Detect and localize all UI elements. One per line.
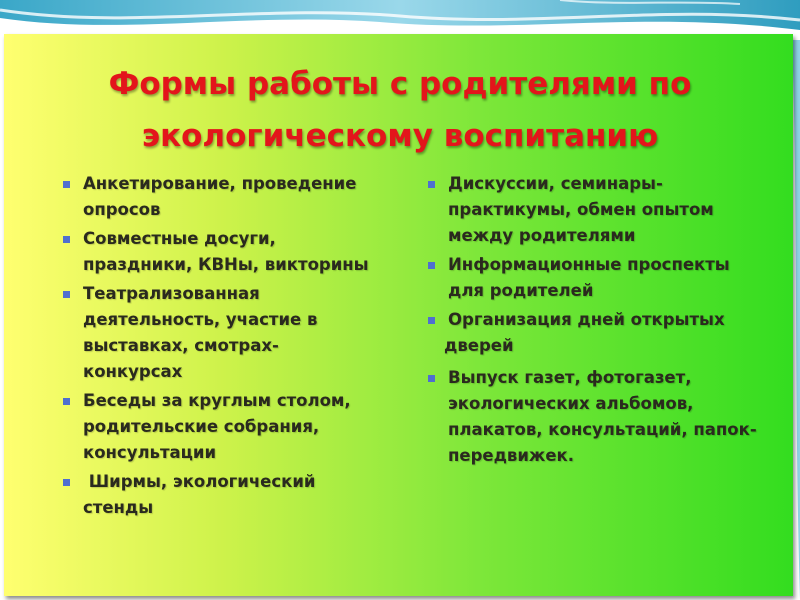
list-item-text: дверей bbox=[444, 336, 514, 355]
list-item-text: Организация дней открытых bbox=[448, 310, 725, 329]
title-line-1: Формы работы с родителями по bbox=[108, 66, 692, 102]
list-item-text: Совместные досуги, праздники, КВНы, викторины bbox=[83, 229, 369, 274]
list-item-text: Выпуск газет, фотогазет, экологических альбомов, плакатов, консультаций, папок- передвижек. bbox=[448, 368, 757, 465]
bullet-square-icon bbox=[63, 479, 70, 486]
list-item bbox=[428, 307, 758, 333]
list-item bbox=[428, 365, 758, 469]
right-list bbox=[428, 171, 758, 472]
list-item-continuation bbox=[428, 333, 758, 359]
list-item bbox=[428, 171, 758, 249]
bullet-square-icon bbox=[428, 375, 435, 382]
list-item-text: Театрализованная деятельность, участие в выставках, смотрах-конкурсах bbox=[83, 284, 318, 381]
list-item bbox=[63, 281, 373, 385]
list-item-text: Ширмы, экологический стенды bbox=[83, 472, 322, 517]
bullet-square-icon bbox=[63, 291, 70, 298]
bullet-square-icon bbox=[428, 317, 435, 324]
slide-title bbox=[0, 58, 800, 162]
list-item bbox=[63, 171, 373, 223]
list-item-text: Дискуссии, семинары-практикумы, обмен опытом между родителями bbox=[448, 174, 714, 245]
list-item bbox=[63, 469, 373, 521]
bullet-square-icon bbox=[428, 181, 435, 188]
bullet-square-icon bbox=[63, 236, 70, 243]
bullet-square-icon bbox=[63, 181, 70, 188]
title-line-2: экологическому воспитанию bbox=[141, 118, 659, 154]
bullet-square-icon bbox=[63, 398, 70, 405]
list-item-text: Анкетирование, проведение опросов bbox=[83, 174, 357, 219]
list-item bbox=[63, 388, 373, 466]
left-list bbox=[63, 171, 373, 524]
list-item-text: Беседы за круглым столом, родительские собрания, консультации bbox=[83, 391, 351, 462]
list-item bbox=[428, 252, 758, 304]
list-item bbox=[63, 226, 373, 278]
bullet-square-icon bbox=[428, 262, 435, 269]
list-item-text: Информационные проспекты для родителей bbox=[448, 255, 730, 300]
